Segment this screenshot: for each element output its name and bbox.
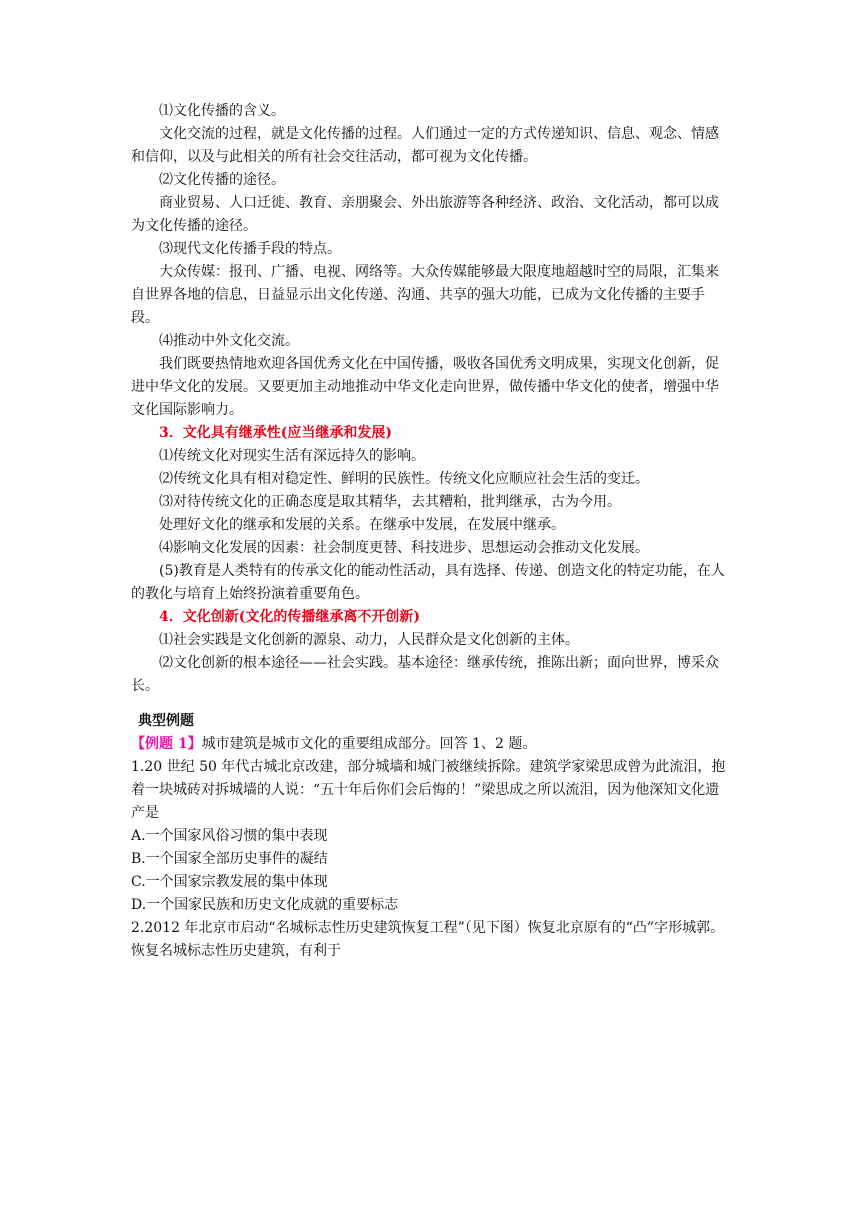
inherit-point-3b: 处理好文化的继承和发展的关系。在继承中发展，在发展中继承。 [159,517,565,533]
exchange-title: ⑷推动中外文化交流。 [159,333,299,349]
example-1-intro [131,733,731,756]
example-1-intro-text: 城市建筑是城市文化的重要组成部分。回答 1、2 题。 [201,736,537,752]
typical-examples-title: 典型例题 [138,713,194,729]
inherit-point-5: (5)教育是人类特有的传承文化的能动性活动，具有选择、传递、创造文化的特定功能，在人的教化与培育上始终扮演着重要角色。 [131,563,725,602]
question-1-option-a: A.一个国家风俗习惯的集中表现 [131,828,328,844]
meaning-title: ⑴文化传播的含义。 [159,103,285,119]
innovate-point-2: ⑵文化创新的根本途径——社会实践。基本途径：继承传统，推陈出新；面向世界，博采众长。 [131,655,719,694]
document-body [131,100,731,963]
innovate-heading: 4．文化创新(文化的传播继承离不开创新) [159,609,420,625]
question-1: 1.20 世纪 50 年代古城北京改建，部分城墙和城门被继续拆除。建筑学家梁思成曾为此流泪，抱着一块城砖对拆城墙的人说：“五十年后你们会后悔的！”梁思成之所以流泪，因为他深知文化遗产是 [131,759,726,821]
inherit-point-2: ⑵传统文化具有相对稳定性、鲜明的民族性。传统文化应顺应社会生活的变迁。 [159,471,649,487]
example-1-label: 【例题 1】 [131,736,202,752]
modern-body: 大众传媒：报刊、广播、电视、网络等。大众传媒能够最大限度地超越时空的局限，汇集来自世界各地的信息，日益显示出文化传递、沟通、共享的强大功能，已成为文化传播的主要手段。 [131,264,719,326]
inherit-heading: 3．文化具有继承性(应当继承和发展) [159,425,392,441]
innovate-point-1: ⑴社会实践是文化创新的源泉、动力，人民群众是文化创新的主体。 [159,632,579,648]
section-gap [131,698,731,710]
question-1-option-b: B.一个国家全部历史事件的凝结 [131,851,328,867]
inherit-point-3: ⑶对待传统文化的正确态度是取其精华，去其糟粕，批判继承，古为今用。 [159,494,621,510]
question-2: 2.2012 年北京市启动“名城标志性历史建筑恢复工程”（见下图）恢复北京原有的“凸”字形城郭。恢复名城标志性历史建筑，有利于 [131,920,725,959]
modern-title: ⑶现代文化传播手段的特点。 [159,241,341,257]
exchange-body: 我们既要热情地欢迎各国优秀文化在中国传播，吸收各国优秀文明成果，实现文化创新，促进中华文化的发展。又要更加主动地推动中华文化走向世界，做传播中华文化的使者，增强中华文化国际影响力。 [131,356,719,418]
way-title: ⑵文化传播的途径。 [159,172,285,188]
question-1-option-d: D.一个国家民族和历史文化成就的重要标志 [131,897,399,913]
meaning-body: 文化交流的过程，就是文化传播的过程。人们通过一定的方式传递知识、信息、观念、情感和信仰，以及与此相关的所有社会交往活动，都可视为文化传播。 [131,126,719,165]
inherit-point-4: ⑷影响文化发展的因素：社会制度更替、科技进步、思想运动会推动文化发展。 [159,540,649,556]
question-1-option-c: C.一个国家宗教发展的集中体现 [131,874,328,890]
inherit-point-1: ⑴传统文化对现实生活有深远持久的影响。 [159,448,425,464]
way-body: 商业贸易、人口迁徙、教育、亲朋聚会、外出旅游等各种经济、政治、文化活动，都可以成为文化传播的途径。 [131,195,719,234]
